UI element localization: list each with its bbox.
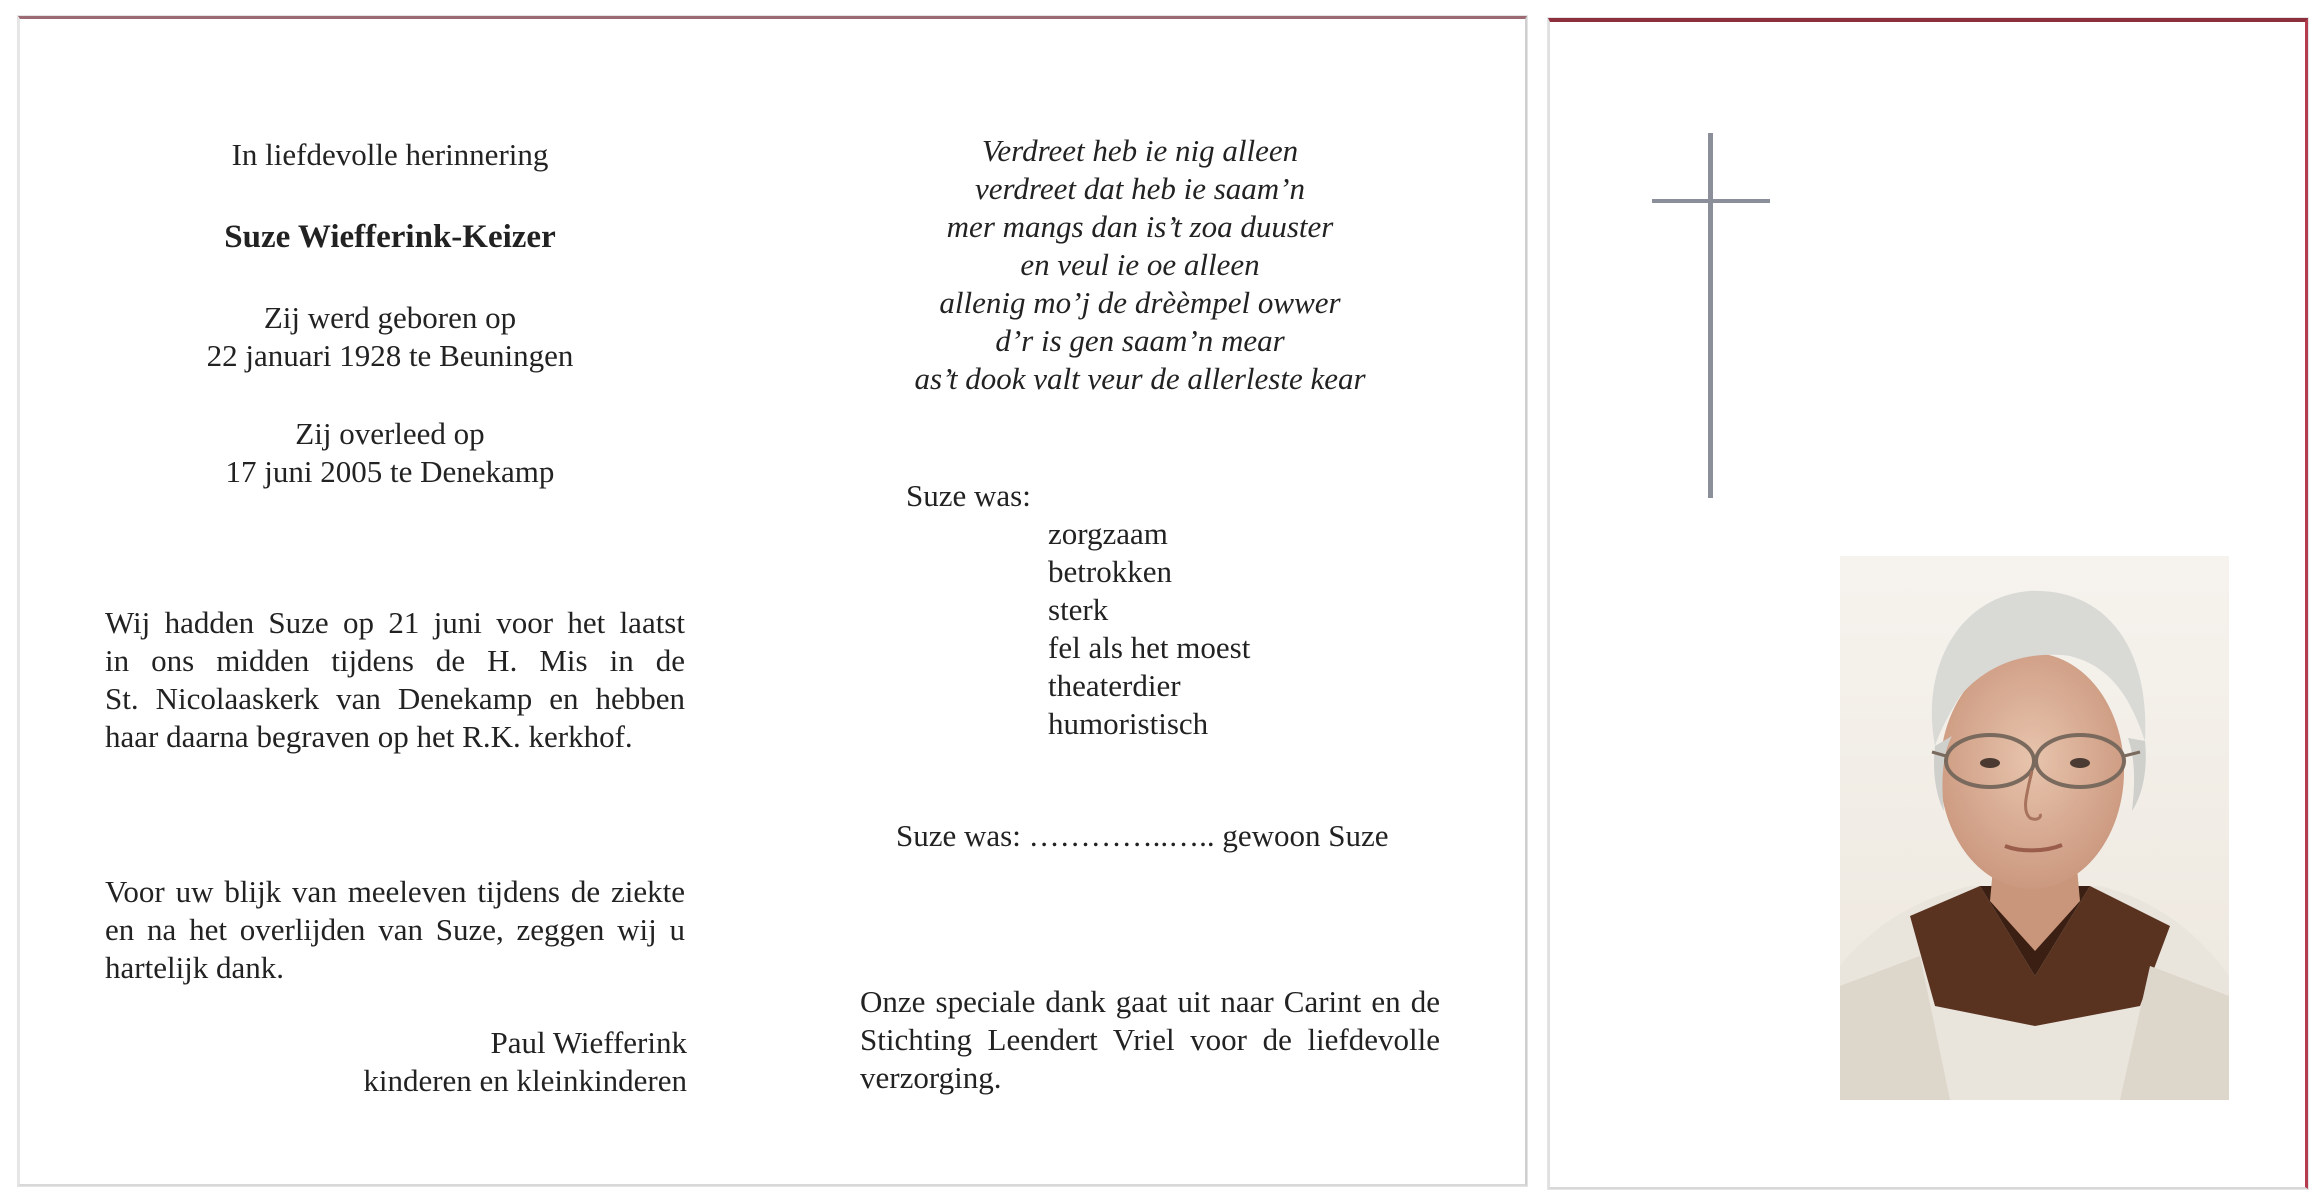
funeral-line: haar daarna begraven op het R.K. kerkhof.: [105, 719, 633, 754]
funeral-line: Wij hadden Suze op 21 juni voor het laatst: [105, 605, 685, 640]
traits-label: Suze was:: [906, 478, 1031, 513]
poem-line: d’r is gen saam’n mear: [995, 323, 1285, 358]
cross-horizontal-bar: [1652, 199, 1770, 203]
trait-item: theaterdier: [1048, 668, 1181, 703]
trait-item: sterk: [1048, 592, 1109, 627]
special-thanks-line: Onze speciale dank gaat uit naar Carint en de: [860, 984, 1440, 1019]
poem-line: en veul ie oe alleen: [1020, 247, 1260, 282]
trait-item: fel als het moest: [1048, 630, 1251, 665]
header-text: In liefdevolle herinnering: [231, 137, 549, 172]
trait-item: humoristisch: [1048, 706, 1209, 741]
signature-name: Paul Wiefferink: [490, 1025, 687, 1060]
trait-item: zorgzaam: [1048, 516, 1168, 551]
died-line-2: 17 juni 2005 te Denekamp: [225, 454, 555, 489]
funeral-line: in ons midden tijdens de H. Mis in de: [105, 643, 685, 678]
poem-line: as’t dook valt veur de allerleste kear: [914, 361, 1366, 396]
thanks-line: Voor uw blijk van meeleven tijdens de ziekte: [105, 874, 685, 909]
portrait-illustration: [1840, 556, 2229, 1100]
poem-line: allenig mo’j de drèèmpel owwer: [939, 285, 1341, 320]
cross-vertical-bar: [1708, 133, 1713, 498]
thanks-line: hartelijk dank.: [105, 950, 285, 985]
funeral-line: St. Nicolaaskerk van Denekamp en hebben: [105, 681, 685, 716]
portrait-photo: [1840, 556, 2229, 1100]
born-line-1: Zij werd geboren op: [263, 300, 517, 335]
deceased-name: Suze Wiefferink-Keizer: [224, 219, 556, 255]
poem-line: mer mangs dan is’t zoa duuster: [946, 209, 1334, 244]
special-thanks-line: Stichting Leendert Vriel voor de liefdevolle: [860, 1022, 1440, 1057]
thanks-line: en na het overlijden van Suze, zeggen wij u: [105, 912, 685, 947]
poem-line: Verdreet heb ie nig alleen: [981, 133, 1299, 168]
signature-family: kinderen en kleinkinderen: [363, 1063, 687, 1098]
trait-item: betrokken: [1048, 554, 1172, 589]
poem-line: verdreet dat heb ie saam’n: [975, 171, 1305, 206]
special-thanks-line: verzorging.: [860, 1060, 1002, 1095]
summary-line: Suze was: …………..….. gewoon Suze: [896, 818, 1389, 853]
born-line-2: 22 januari 1928 te Beuningen: [206, 338, 574, 373]
died-line-1: Zij overleed op: [295, 416, 485, 451]
